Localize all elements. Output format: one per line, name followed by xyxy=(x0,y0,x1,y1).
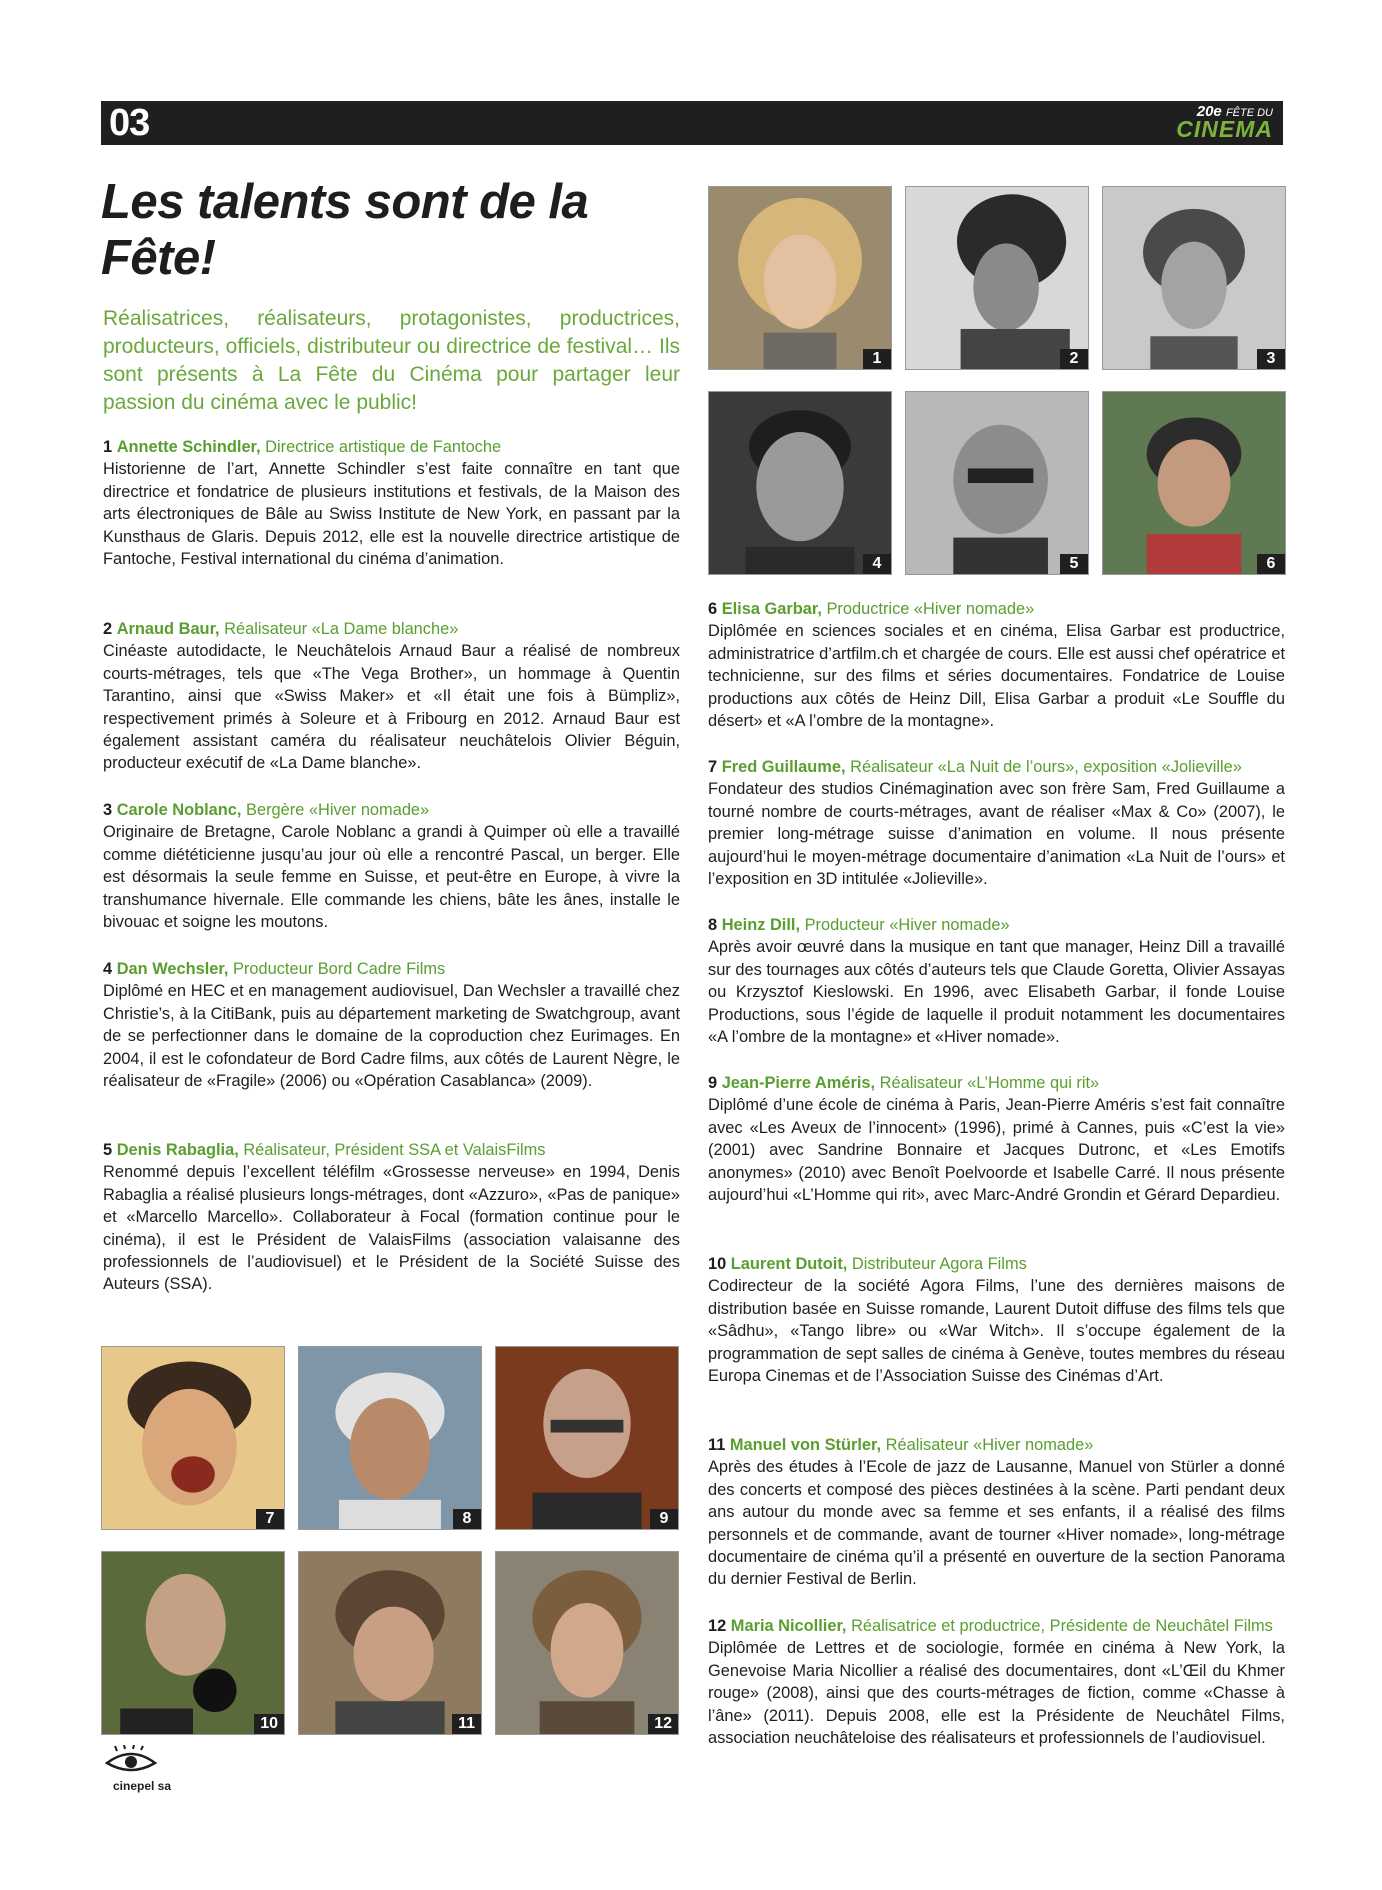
entry-name: Heinz Dill, xyxy=(721,916,801,934)
entry-text: Diplômée en sciences sociales et en cinéma, Elisa Garbar est productrice, administratrice d’artfilm.ch et chargée de cours. Elle est aussi chef opératrice et technicienne, sur des films et séries documentaires. Fondatrice de Louise productions aux côtés de Heinz Dill, Elisa Garbar a produit «Le Souffle du désert» et «A l’ombre de la montagne». xyxy=(708,622,1285,731)
logo-main-text: CINEMA xyxy=(1176,116,1273,142)
entry-number: 3 xyxy=(103,801,113,819)
entry-role: Réalisateur «L’Homme qui rit» xyxy=(879,1074,1100,1092)
photo-number-badge: 2 xyxy=(1060,349,1088,369)
portrait-photo-8 xyxy=(298,1346,482,1530)
entry-text: Fondateur des studios Cinémagination avec son frère Sam, Fred Guillaume a tourné nombre de courts-métrages, avant de réaliser «Max & Co» (2007), le premier long-métrage suisse d’animation en volume. Il nous présente aujourd’hui le moyen-métrage documentaire d’animation «La Nuit de l’ours» et l’exposition en 3D intitulée «Jolieville». xyxy=(708,780,1285,889)
entry-number: 9 xyxy=(708,1074,718,1092)
entry-name: Elisa Garbar, xyxy=(721,600,822,618)
entry-role: Réalisateur, Président SSA et ValaisFilms xyxy=(243,1141,546,1159)
fete-du-cinema-logo xyxy=(1176,104,1273,141)
photo-number-badge: 3 xyxy=(1257,349,1285,369)
cinepel-logo xyxy=(103,1745,193,1803)
portrait-photo-6 xyxy=(1102,391,1286,575)
logo-edition: 20e xyxy=(1196,103,1222,120)
entry-number: 1 xyxy=(103,438,113,456)
entry-name: Laurent Dutoit, xyxy=(730,1255,848,1273)
entry-number: 12 xyxy=(708,1617,727,1635)
entry-role: Distributeur Agora Films xyxy=(851,1255,1027,1273)
photo-number-badge: 1 xyxy=(863,349,891,369)
entry-number: 2 xyxy=(103,620,113,638)
entry-text: Cinéaste autodidacte, le Neuchâtelois Arnaud Baur a réalisé de nombreux courts-métrages, tels que «The Vega Brother», un hommage à Quentin Tarantino, ainsi que «Swiss Maker» et «Il était une fois à Bümpliz», respectivement primés à Soleure et à Fribourg en 2012. Arnaud Baur est également assistant caméra du réalisateur neuchâtelois Olivier Béguin, producteur exécutif de «La Dame blanche». xyxy=(103,642,680,773)
entry-role: Producteur «Hiver nomade» xyxy=(804,916,1010,934)
header-bar xyxy=(101,101,1283,145)
portrait-photo-5 xyxy=(905,391,1089,575)
entry-6 xyxy=(708,598,1285,732)
entry-name: Manuel von Stürler, xyxy=(729,1436,882,1454)
entry-role: Réalisateur «Hiver nomade» xyxy=(885,1436,1094,1454)
entry-11 xyxy=(708,1434,1285,1591)
entry-text: Après des études à l’Ecole de jazz de Lausanne, Manuel von Stürler a donné des concerts et composé des pièces destinées à la scène. Parti pendant deux ans autour du monde avec sa femme et ses enfants, il a réalisé des films personnels et de commande, avant de tourner «Hiver nomade», long-métrage documentaire de cinéma qu’il a présenté en ouverture de la section Panorama du dernier Festival de Berlin. xyxy=(708,1458,1285,1589)
portrait-photo-9 xyxy=(495,1346,679,1530)
photo-number-badge: 7 xyxy=(256,1509,284,1529)
entry-8 xyxy=(708,914,1285,1048)
entry-number: 8 xyxy=(708,916,718,934)
page-title: Les talents sont de la Fête! xyxy=(101,175,589,285)
photo-number-badge: 4 xyxy=(863,554,891,574)
entry-number: 7 xyxy=(708,758,718,776)
entry-name: Annette Schindler, xyxy=(116,438,261,456)
entry-role: Réalisatrice et productrice, Présidente de Neuchâtel Films xyxy=(851,1617,1273,1635)
entry-12 xyxy=(708,1615,1285,1749)
entry-7 xyxy=(708,756,1285,890)
entry-role: Directrice artistique de Fantoche xyxy=(265,438,502,456)
page-number: 03 xyxy=(109,102,150,144)
entry-1 xyxy=(103,436,680,570)
entry-name: Fred Guillaume, xyxy=(721,758,846,776)
entry-number: 11 xyxy=(708,1436,726,1454)
portrait-photo-7-illustration xyxy=(101,1346,285,1530)
entry-text: Diplômée de Lettres et de sociologie, formée en cinéma à New York, la Genevoise Maria Nicollier a réalisé des documentaires, dont «L’Œil du Khmer rouge» (2008), ainsi que des courts-métrages de fiction, comme «Chasse à l’âne» (2011). Depuis 2008, elle est la Présidente de Neuchâtel Films, association neuchâteloise des réalisateurs et professionnels de l’audiovisuel. xyxy=(708,1639,1285,1748)
entry-role: Réalisateur «La Dame blanche» xyxy=(224,620,459,638)
photo-number-badge: 9 xyxy=(650,1509,678,1529)
entry-text: Codirecteur de la société Agora Films, l’une des dernières maisons de distribution basée en Suisse romande, Laurent Dutoit diffuse des films tels que «Sâdhu», «Tango libre» ou «War Witch». Il s’occupe également de la programmation de sept salles de cinéma à Genève, toutes membres du réseau Europa Cinemas et de l’Association Suisse des Cinémas d’Art. xyxy=(708,1277,1285,1386)
portrait-photo-4 xyxy=(708,391,892,575)
entry-10 xyxy=(708,1253,1285,1387)
photo-number-badge: 10 xyxy=(254,1714,284,1734)
entry-9 xyxy=(708,1072,1285,1206)
eye-icon xyxy=(103,1745,159,1777)
entry-role: Producteur Bord Cadre Films xyxy=(233,960,446,978)
portrait-photo-10 xyxy=(101,1551,285,1735)
photo-number-badge: 5 xyxy=(1060,554,1088,574)
portrait-photo-12 xyxy=(495,1551,679,1735)
portrait-photo-3 xyxy=(1102,186,1286,370)
entry-text: Renommé depuis l’excellent téléfilm «Grossesse nerveuse» en 1994, Denis Rabaglia a réalisé plusieurs longs-métrages, dont «Azzuro», «Pas de panique» et «Marcello Marcello». Collaborateur à Focal (formation continue pour le cinéma), il est le Président de ValaisFilms (association valaisanne des professionnels de l’audiovisuel) et le Président de la Société Suisse des Auteurs (SSA). xyxy=(103,1163,680,1294)
entry-3 xyxy=(103,799,680,933)
entry-number: 6 xyxy=(708,600,718,618)
intro-paragraph: Réalisatrices, réalisateurs, protagonistes, productrices, producteurs, officiels, distributeur ou directrice de festival… Ils sont présents à La Fête du Cinéma pour partager leur passion du cinéma avec le public! xyxy=(103,307,680,414)
entry-name: Denis Rabaglia, xyxy=(116,1141,239,1159)
photo-number-badge: 11 xyxy=(452,1714,481,1734)
entry-role: Bergère «Hiver nomade» xyxy=(246,801,430,819)
entry-role: Réalisateur «La Nuit de l’ours», exposition «Jolieville» xyxy=(850,758,1242,776)
logo-subtitle: FÊTE DU xyxy=(1225,107,1273,119)
photo-number-badge: 12 xyxy=(648,1714,678,1734)
entry-2 xyxy=(103,618,680,775)
entry-text: Historienne de l’art, Annette Schindler s’est faite connaître en tant que directrice et fondatrice de plusieurs institutions et festivals, de la Maison des arts électroniques de Bâle au Swiss Institute de New York, en passant par la Kunsthaus de Glaris. Depuis 2012, elle est la nouvelle directrice artistique de Fantoche, Festival international du cinéma d’animation. xyxy=(103,460,680,569)
entry-name: Dan Wechsler, xyxy=(116,960,229,978)
portrait-photo-1 xyxy=(708,186,892,370)
entry-number: 5 xyxy=(103,1141,113,1159)
entry-number: 10 xyxy=(708,1255,727,1273)
entry-number: 4 xyxy=(103,960,113,978)
entry-name: Arnaud Baur, xyxy=(116,620,220,638)
portrait-photo-2 xyxy=(905,186,1089,370)
cinepel-logo-text: cinepel sa xyxy=(113,1779,172,1793)
portrait-photo-11 xyxy=(298,1551,482,1735)
photo-number-badge: 8 xyxy=(453,1509,481,1529)
entry-text: Diplômé d’une école de cinéma à Paris, Jean-Pierre Améris s’est fait connaître avec «Les Aveux de l’innocent» (1996), primé à Cannes, puis «C’est la vie» (2001) avec Sandrine Bonnaire et Jacques Dutronc, et «Les Emotifs anonymes» (2010) avec Benoît Poelvoorde et Isabelle Carré. Il nous présente aujourd’hui «L’Homme qui rit», avec Marc-André Grondin et Gérard Depardieu. xyxy=(708,1096,1285,1205)
entry-name: Jean-Pierre Améris, xyxy=(721,1074,876,1092)
entry-5 xyxy=(103,1139,680,1296)
entry-text: Après avoir œuvré dans la musique en tant que manager, Heinz Dill a travaillé sur des tournages aux côtés d’auteurs tels que Claude Goretta, Olivier Assayas ou Krzysztof Kieslowski. En 1996, avec Elisabeth Garbar, il fonde Louise Productions, sous l’égide de laquelle il produit notamment les documentaires «A l’ombre de la montagne» et «Hiver nomade». xyxy=(708,938,1285,1047)
entry-name: Carole Noblanc, xyxy=(116,801,242,819)
entry-text: Diplômé en HEC et en management audiovisuel, Dan Wechsler a travaillé chez Christie’s, à la CitiBank, puis au département marketing de Swatchgroup, avant de se perfectionner dans le domaine de la coproduction chez Eurimages. En 2004, il est le cofondateur de Bord Cadre films, aux côtés de Laurent Nègre, le réalisateur de «Fragile» (2006) ou «Opération Casablanca» (2009). xyxy=(103,982,680,1091)
entry-role: Productrice «Hiver nomade» xyxy=(826,600,1035,618)
entry-name: Maria Nicollier, xyxy=(730,1617,847,1635)
entry-text: Originaire de Bretagne, Carole Noblanc a grandi à Quimper où elle a travaillé comme diététicienne jusqu’au jour où elle a rencontré Pascal, un berger. Elle est désormais la seule femme en Suisse, et peut-être en Europe, à vivre la transhumance hivernale. Elle commande les chiens, bâte les ânes, installe le bivouac et soigne les moutons. xyxy=(103,823,680,932)
photo-number-badge: 6 xyxy=(1257,554,1285,574)
entry-4 xyxy=(103,958,680,1092)
